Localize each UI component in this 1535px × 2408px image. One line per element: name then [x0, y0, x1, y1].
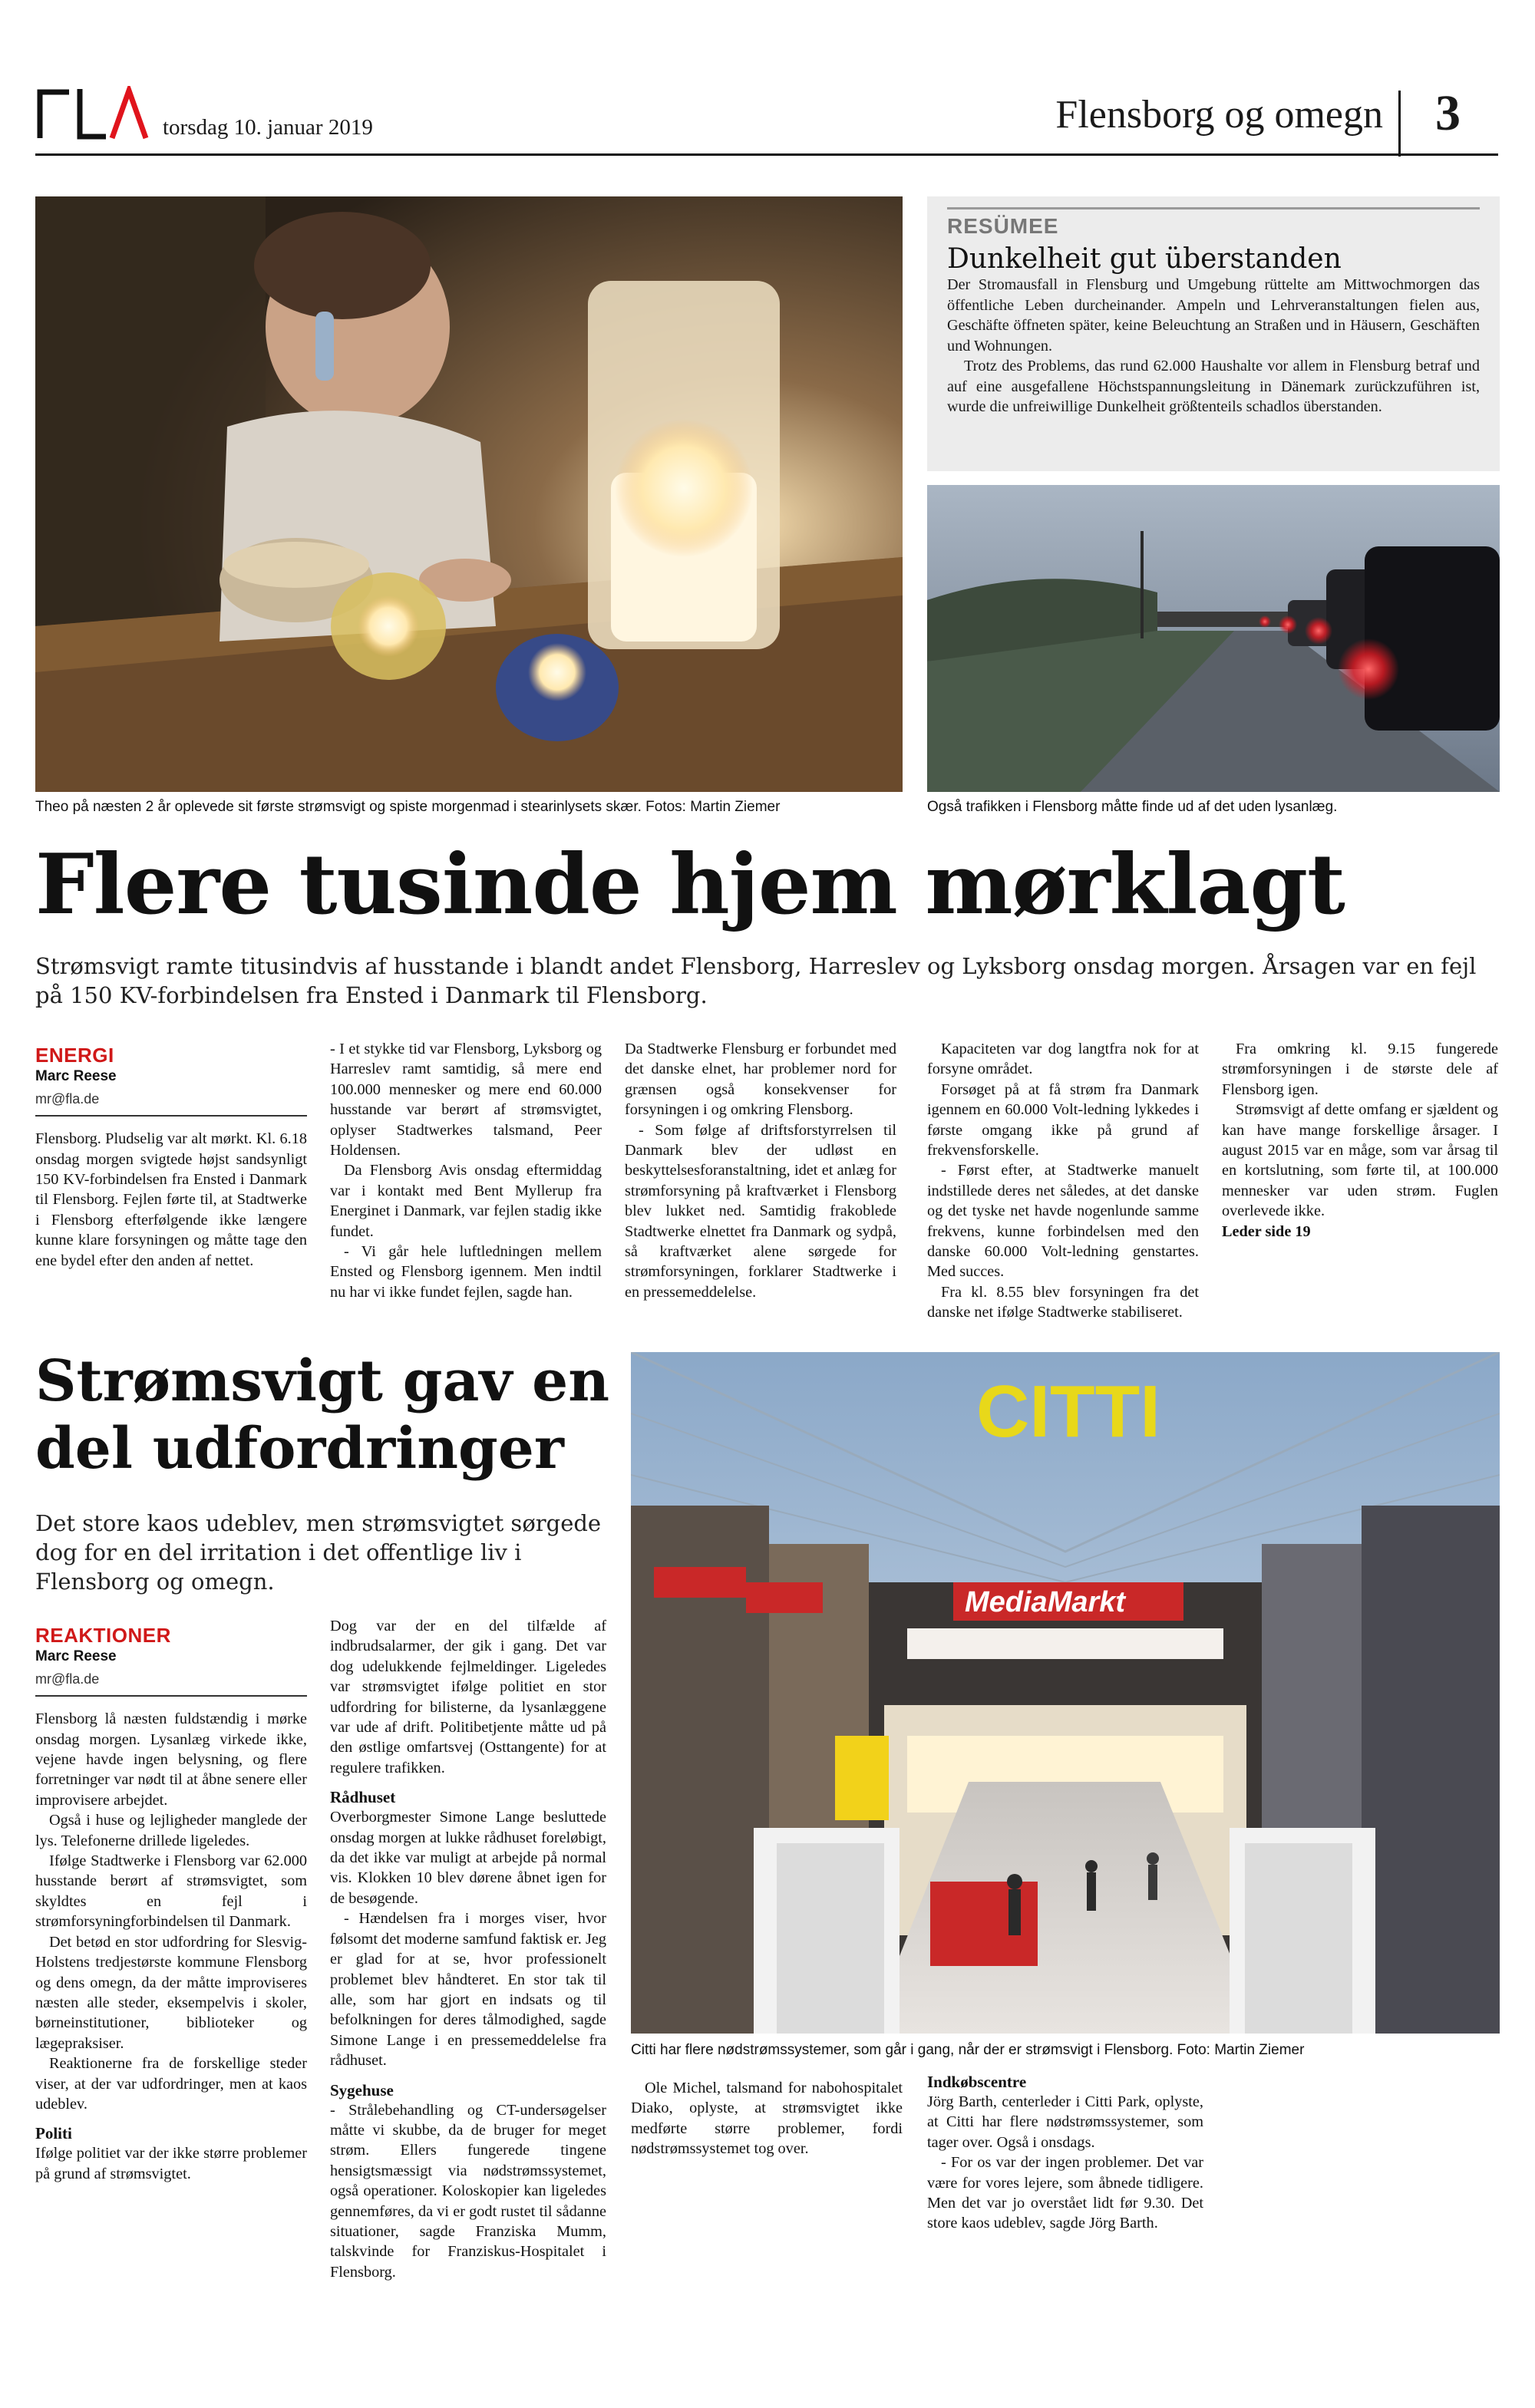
section-title: Flensborg og omegn [1055, 93, 1383, 137]
article1-paragraph: - Som følge af driftsforstyrrelsen til Danmark blev der udløst en beskyttelsesforanstaltning, idet et anlæg for strømforsyning på kraftværket i Flensborg blev lukket ned. Samtidig frakoblede Stadtwerke elnettet fra Danmark og sydpå, så kraftværket alene sørgede for strømforsyningen, forklarer Stadtwerke i en pressemeddelelse. [625, 1121, 896, 1301]
article2-paragraph: Flensborg lå næsten fuldstændig i mørke onsdag morgen. Lysanlæg virkede ikke, vejene havde ingen belysning, og flere forretninger var nødt til at åbne senere eller improvisere arbejdet. [35, 1710, 307, 1809]
article1-paragraph: Kapaciteten var dog langtfra nok for at forsyne området. [927, 1041, 1199, 1078]
article2-lead: Det store kaos udeblev, men strømsvigtet sørgede dog for en del irritation i det offentlige liv i Flensborg og omegn. [35, 1510, 602, 1595]
article2-paragraph: Det betød en stor udfordring for Slesvig-Holstens tredjestørste kommune Flensborg og dens omegn, da der måtte improviseres næsten alle steder, eksempelvis i skoler, børneinstitutioner, biblioteker og lægepraksiser. [35, 1933, 307, 2052]
article1-headline: Flere tusinde hjem mørklagt [35, 836, 1345, 933]
issue-date: torsdag 10. januar 2019 [163, 115, 373, 140]
article2-author: Marc Reese [35, 1648, 117, 1665]
photo-citti-mall [631, 1352, 1500, 2034]
article1-paragraph: Fra omkring kl. 9.15 fungerede strømforsyningen i de største dele af Flensborg igen. [1222, 1041, 1498, 1098]
citti-sign: CITTI [976, 1371, 1160, 1453]
page-number: 3 [1435, 85, 1461, 141]
fla-logo [35, 86, 150, 141]
resumee-box [927, 196, 1500, 471]
article1-author: Marc Reese [35, 1068, 117, 1085]
article1-paragraph: Flensborg. Pludselig var alt mørkt. Kl. 6.18 onsdag morgen svigtede højst sandsynligt 150 KV-forbindelsen fra Ensted i Danmark til Flensborg. Fejlen førte til, at Stadtwerke i Flensborg efterfølgende ikke længere kunne klare forsyningen og måtte tage den ene bydel efter den anden af nettet. [35, 1130, 307, 1269]
article2-column-3 [631, 2078, 903, 2159]
article2-paragraph: Ifølge Stadtwerke i Flensborg var 62.000 husstande berørt af strømsvigtet, som skyldtes en fejl i strømforsyningforbindelsen til Danmark. [35, 1852, 307, 1931]
article2-column-4 [927, 2072, 1203, 2234]
article2-tag: REAKTIONER [35, 1624, 171, 1647]
photo-traffic [927, 485, 1500, 792]
article2-paragraph: - Strålebehandling og CT-undersøgelser måtte vi skubbe, da de bruger for meget strøm. Ellers fungerede tingene hensigtsmæssigt via nødstrømssystemet, også operationer. Koloskopier kan ligeledes gennemføres, da vi er godt rustet til sådanne situationer, sagde Franziska Mumm, talskvinde for Franziskus-Hospitalet i Flensborg. [330, 2101, 606, 2281]
article2-headline: Strømsvigt gav en del udfordringer [35, 1348, 610, 1482]
byline-rule [35, 1115, 307, 1117]
article1-paragraph: - I et stykke tid var Flensborg, Lyksborg og Harreslev ramt samtidig, så mere end 100.000 mennesker og mere end 60.000 husstande var berørt af strømsvigtet, oplyser Stadtwerkes talsmand, Peer Holdensen. [330, 1041, 602, 1159]
article1-paragraph: Da Flensborg Avis onsdag eftermiddag var i kontakt med Bent Myllerup fra Energinet i Danmark, var fejlen stadig ikke fundet. [330, 1162, 602, 1240]
article2-subheading: Rådhuset [330, 1788, 396, 1807]
article2-byline [35, 1625, 307, 1697]
article1-byline [35, 1045, 307, 1117]
traffic-photo-caption: Også trafikken i Flensborg måtte finde ud af det uden lysanlæg. [927, 799, 1338, 815]
article2-email: mr@fla.de [35, 1671, 100, 1687]
article2-subheading: Sygehuse [330, 2080, 394, 2100]
article2-paragraph: Jörg Barth, centerleder i Citti Park, oplyste, at Citti har flere nødstrømssystemer, som tager over. Også i onsdags. [927, 2093, 1203, 2151]
article2-paragraph: - For os var der ingen problemer. Det var være for vores lejere, som åbnede tidligere. Men det var jo overstået lidt før 9.30. Det store kaos udeblev, sagde Jörg Barth. [927, 2154, 1203, 2232]
photo-child-candlelight [35, 196, 903, 792]
article1-paragraph: Forsøget på at få strøm fra Danmark igennem en 60.000 Volt-ledning lykkedes i første omgang ikke på grund af frekvensforskelle. [927, 1080, 1199, 1159]
child-photo-caption: Theo på næsten 2 år oplevede sit første strømsvigt og spiste morgenmad i stearinlysets skær. Fotos: Martin Ziemer [35, 799, 781, 815]
article1-paragraph: Fra kl. 8.55 blev forsyningen fra det danske net ifølge Stadtwerke stabiliseret. [927, 1283, 1199, 1321]
header-divider [1398, 91, 1401, 157]
article1-column-3 [625, 1039, 896, 1302]
article2-subheading: Indkøbscentre [927, 2073, 1027, 2091]
article2-paragraph: Også i huse og lejligheder manglede der lys. Telefonerne drillede ligeledes. [35, 1812, 307, 1849]
article2-column-1 [35, 1625, 307, 2184]
article1-paragraph: - Først efter, at Stadtwerke manuelt indstillede deres net således, at det danske og det tyske net havde nogenlunde samme frekvens, kunne forbindelsen med den danske 60.000 Volt-ledning genstartes. Med succes. [927, 1162, 1199, 1281]
fla-logo-mark [35, 86, 150, 141]
resumee-kicker: RESÜMEE [947, 214, 1059, 238]
resumee-rule [947, 207, 1480, 209]
resumee-paragraph-2: Trotz des Problems, das rund 62.000 Haushalte vor allem in Flensburg betraf und auf eine ausgefallene Höchstspannungsleitung in Dänemark zurückzuführen ist, wurde die unfreiwillige Dunkelheit größtenteils schadlos überstanden. [947, 358, 1480, 415]
article2-paragraph: Ifølge politiet var der ikke større problemer på grund af strømsvigtet. [35, 2145, 307, 2182]
resumee-paragraph-1: Der Stromausfall in Flensburg und Umgebung rüttelte am Mittwochmorgen das öffentliche Leben durcheinander. Ampeln und Lehrveranstaltungen fielen aus, Geschäfte öffneten später, keine Beleuchtung an Straßen und in Häusern, Geschäften und Wohnungen. [947, 276, 1480, 355]
mall-photo-caption: Citti har flere nødstrømssystemer, som går i gang, når der er strømsvigt i Flensborg. Foto: Martin Ziemer [631, 2042, 1305, 2058]
byline-rule [35, 1695, 307, 1697]
article1-paragraph: - Vi går hele luftledningen mellem Ensted og Flensborg igennem. Men indtil nu har vi ikke fundet fejlen, sagde han. [330, 1243, 602, 1301]
article1-column-5 [1222, 1039, 1498, 1242]
article1-paragraph: Strømsvigt af dette omfang er sjældent og kan have mange forskellige årsager. I august 2015 var en måge, som var årsag til en kortslutning, som førte til, at 100.000 mennesker var uden strøm. Fuglen overlevede ikke. [1222, 1101, 1498, 1220]
article2-paragraph: Overborgmester Simone Lange besluttede onsdag morgen at lukke rådhuset foreløbigt, da det ikke var muligt at arbejde på normal vis. Klokken 10 blev dørene åbnet igen for de besøgende. [330, 1809, 606, 1907]
article1-lead: Strømsvigt ramte titusindvis af husstande i blandt andet Flensborg, Harreslev og Lyksborg onsdag morgen. Årsagen var en fejl på 150 KV-forbindelsen fra Ensted i Danmark til Flensborg. [35, 953, 1477, 1008]
article2-paragraph: Dog var der en del tilfælde af indbrudsalarmer, der gik i gang. Det var dog udelukkende fejlmeldinger. Ligeledes var strømsvigtet ifølge politiet en stor udfordring for bilisterne, da lysanlæggene var ude af drift. Politibetjente måtte ud på den østlige omfartsvej (Osttangente) for at regulere trafikken. [330, 1618, 606, 1776]
mediamarkt-sign: MediaMarkt [965, 1586, 1126, 1618]
article1-column-1 [35, 1045, 307, 1271]
article1-tag: ENERGI [35, 1044, 114, 1067]
article1-cross-reference: Leder side 19 [1222, 1222, 1311, 1240]
article2-paragraph: Reaktionerne fra de forskellige steder viser, at der var udfordringer, men at kaos udeblev. [35, 2055, 307, 2113]
article1-paragraph: Da Stadtwerke Flensburg er forbundet med det danske elnet, har problemer nord for grænsen også konsekvenser for forsyningen i og omkring Flensborg. [625, 1041, 896, 1119]
article1-column-4 [927, 1039, 1199, 1323]
article2-paragraph: Ole Michel, talsmand for nabohospitalet Diako, oplyste, at strømsvigtet ikke medførte større problemer, fordi nødstrømssystemet tog over. [631, 2080, 903, 2158]
article2-column-2 [330, 1616, 606, 2282]
header-rule [35, 153, 1498, 156]
article1-email: mr@fla.de [35, 1090, 100, 1107]
article2-subheading: Politi [35, 2124, 72, 2143]
article1-column-2 [330, 1039, 602, 1302]
article2-paragraph: - Hændelsen fra i morges viser, hvor følsomt det moderne samfund faktisk er. Jeg er glad for at se, hvor professionelt problemet blev håndteret. En stor tak til alle, som har gjort en indsats og til befolkningen for deres tålmodighed, sagde Simone Lange i en pressemeddelelse fra rådhuset. [330, 1910, 606, 2070]
resumee-title: Dunkelheit gut überstanden [947, 243, 1342, 275]
